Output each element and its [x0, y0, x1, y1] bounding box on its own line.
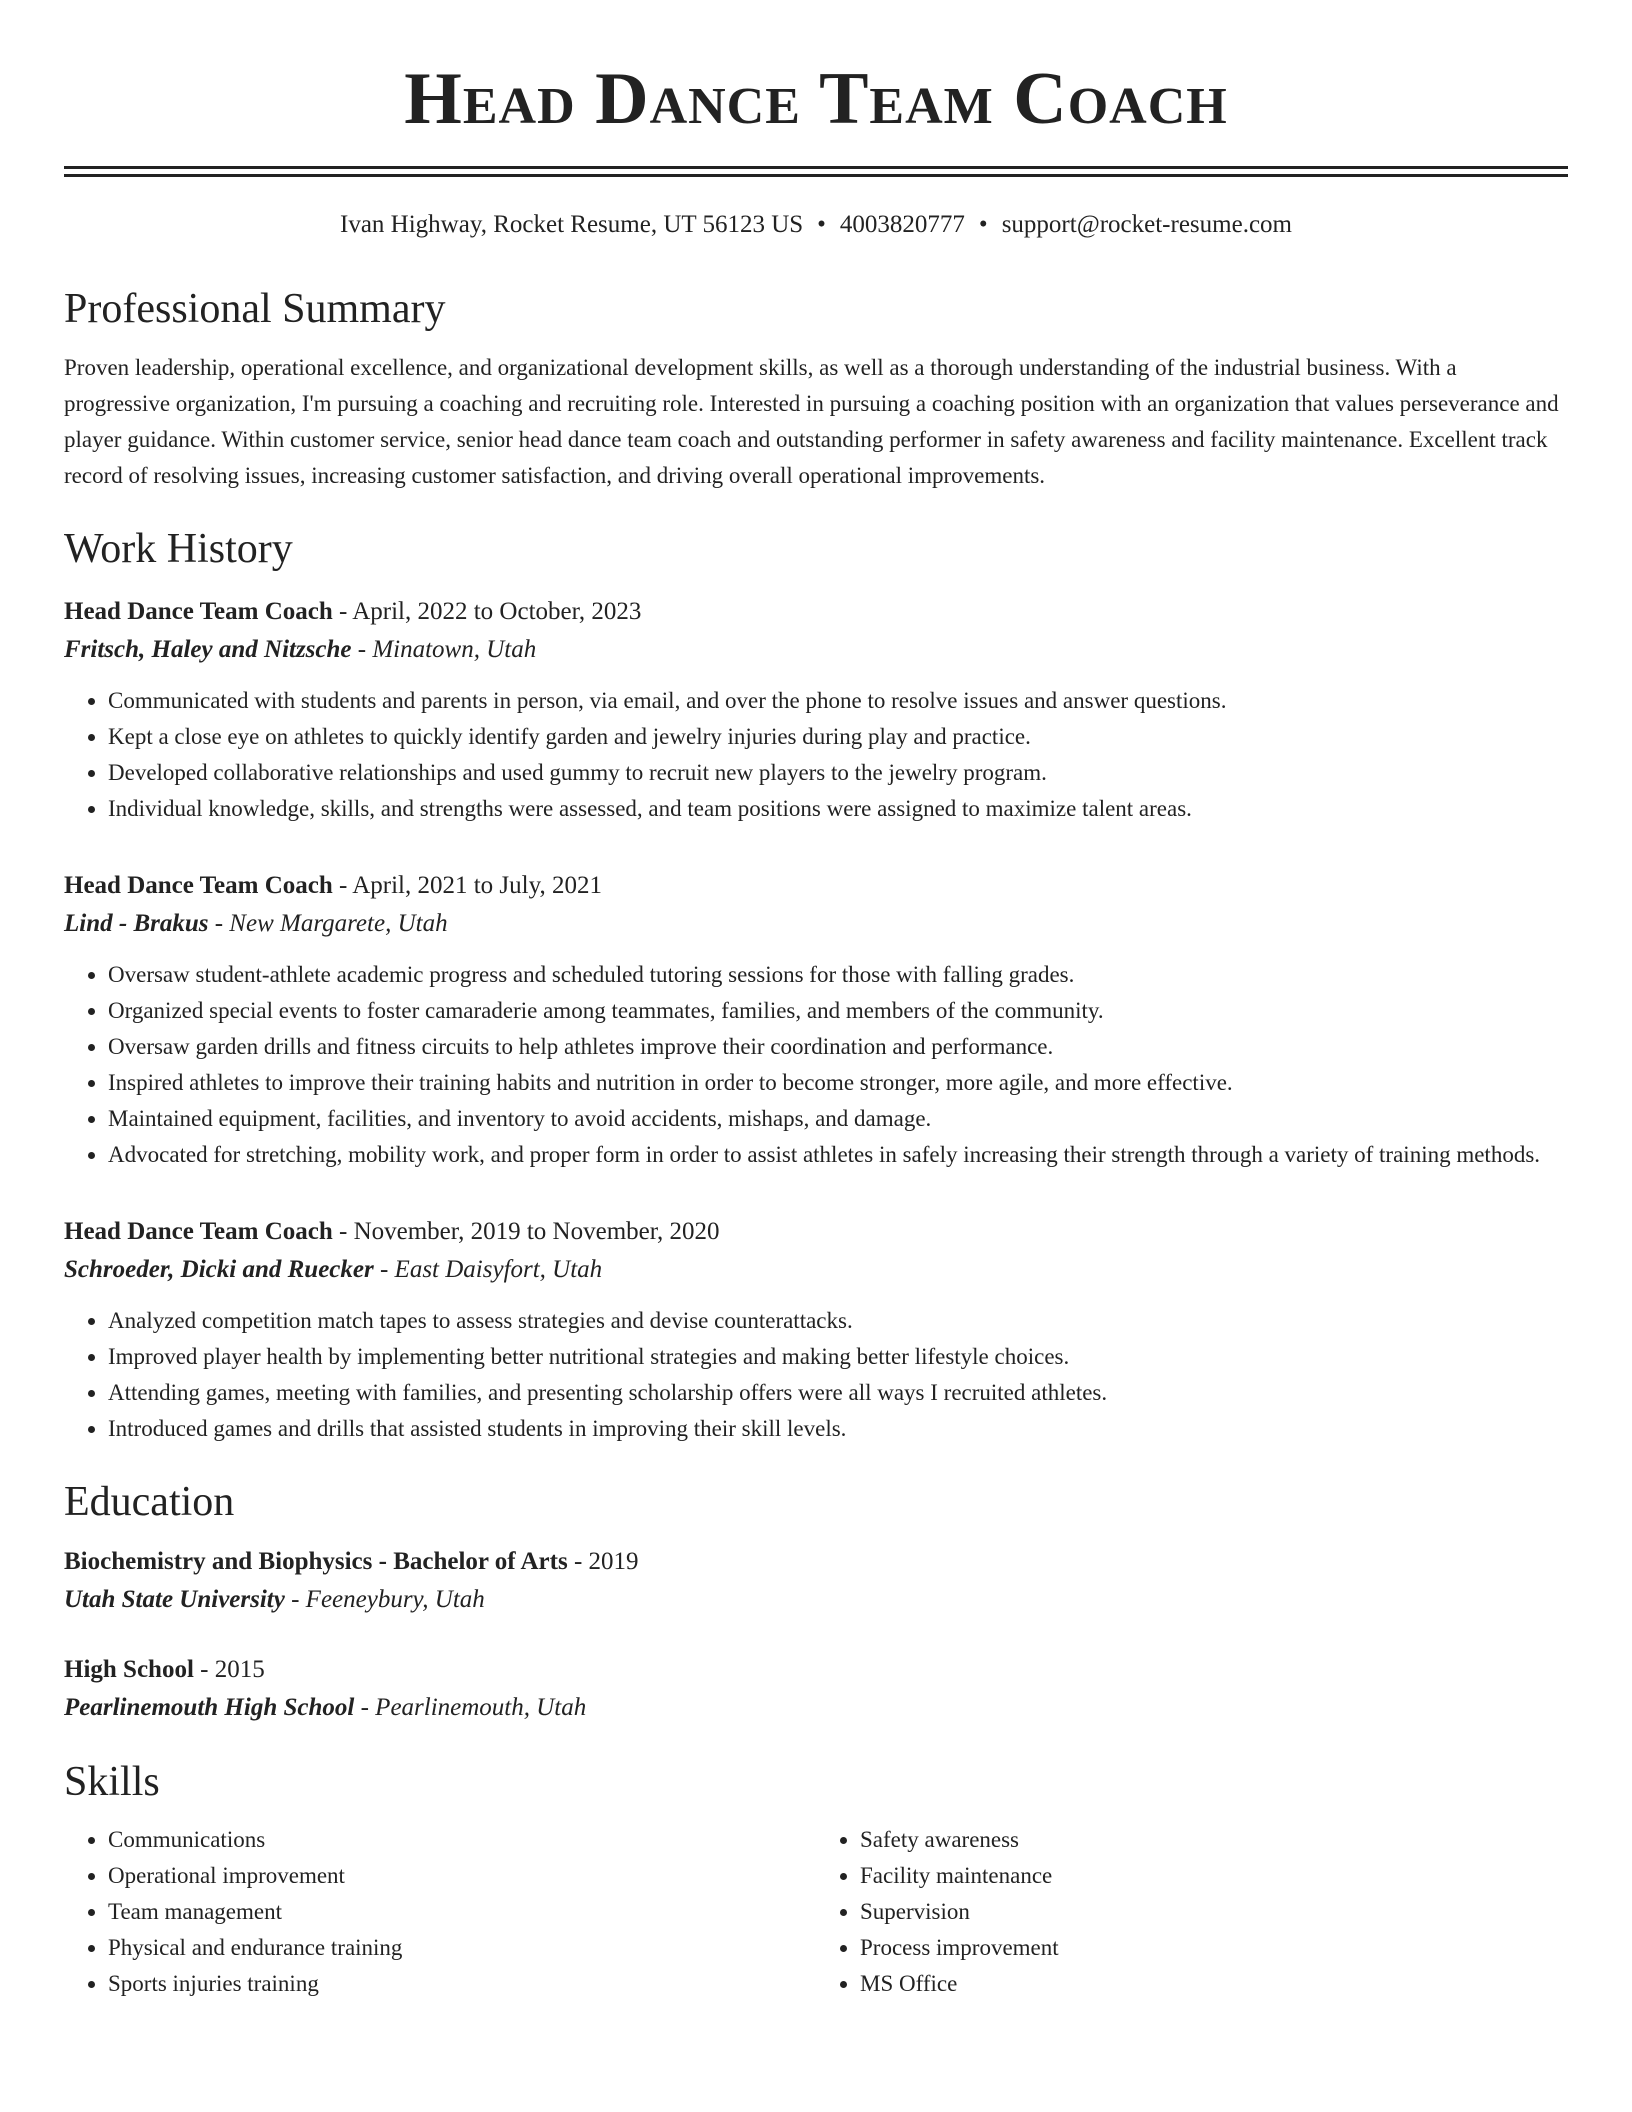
school-location: - Pearlinemouth, Utah — [354, 1694, 587, 1722]
job-entry — [64, 867, 1568, 1173]
degree-name: Biochemistry and Biophysics - Bachelor of Arts — [64, 1548, 568, 1576]
job-duty: • Oversaw student-athlete academic progress and scheduled tutoring sessions for those with falling grades. — [108, 957, 1568, 993]
skill-item: • Safety awareness — [860, 1822, 1568, 1858]
skills-heading: Skills — [64, 1759, 160, 1806]
education-heading: Education — [64, 1478, 235, 1525]
employer-location: - East Daisyfort, Utah — [373, 1255, 603, 1283]
skills-section — [64, 1757, 1568, 2001]
summary-section — [64, 284, 1568, 494]
job-duty: • Organized special events to foster camaraderie among teammates, families, and members of the community. — [108, 993, 1568, 1029]
degree-name: High School — [64, 1656, 194, 1684]
job-title-line — [64, 1213, 1568, 1251]
resume-title: Head Dance Team Coach — [404, 58, 1228, 140]
degree-line — [64, 1651, 1568, 1689]
employer-name: Fritsch, Haley and Nitzsche — [64, 635, 352, 663]
job-duty: • Improved player health by implementing better nutritional strategies and making better lifestyle choices. — [108, 1339, 1568, 1375]
degree-year: - 2019 — [567, 1548, 639, 1576]
job-title: Head Dance Team Coach — [64, 871, 333, 899]
skill-item: • Process improvement — [860, 1930, 1568, 1966]
skills-columns — [64, 1822, 1568, 2002]
job-entry — [64, 593, 1568, 827]
employer-name: Schroeder, Dicki and Ruecker — [64, 1255, 374, 1283]
school-location: - Feeneybury, Utah — [284, 1586, 485, 1614]
contact-phone[interactable]: 4003820777 — [839, 211, 965, 238]
job-duty: • Introduced games and drills that assisted students in improving their skill levels. — [108, 1411, 1568, 1447]
employer-location: - Minatown, Utah — [351, 635, 537, 663]
degree-year: - 2015 — [193, 1656, 265, 1684]
skill-item: • Communications — [108, 1822, 816, 1858]
job-duties-list — [64, 683, 1568, 827]
school-name: Utah State University — [64, 1586, 285, 1614]
title-divider — [64, 166, 1568, 177]
skill-item: • Physical and endurance training — [108, 1930, 816, 1966]
education-entry — [64, 1651, 1568, 1727]
summary-text: Proven leadership, operational excellence, and organizational development skills, as well as a thorough understanding of the industrial business. With a progressive organization, I'm pursuing a coaching and recruiting role. Interested in pursuing a coaching position with an organization that values perseverance and player guidance. Within customer service, senior head dance team coach and outstanding performer in safety awareness and facility maintenance. Excellent track record of resolving issues, increasing customer satisfaction, and driving overall operational improvements. — [64, 355, 1559, 489]
job-dates: - November, 2019 to November, 2020 — [332, 1217, 720, 1245]
school-line — [64, 1689, 1568, 1727]
employer-line — [64, 1251, 1568, 1289]
employer-line — [64, 905, 1568, 943]
education-entry — [64, 1543, 1568, 1619]
contact-separator: • — [817, 211, 826, 238]
job-duty: • Kept a close eye on athletes to quickly identify garden and jewelry injuries during play and practice. — [108, 719, 1568, 755]
job-duty: • Attending games, meeting with families, and presenting scholarship offers were all ways I recruited athletes. — [108, 1375, 1568, 1411]
skill-item: • Facility maintenance — [860, 1858, 1568, 1894]
contact-email[interactable]: support@rocket-resume.com — [1001, 211, 1292, 238]
job-title-line — [64, 593, 1568, 631]
job-title: Head Dance Team Coach — [64, 597, 333, 625]
skill-item: • Team management — [108, 1894, 816, 1930]
job-duty: • Communicated with students and parents in person, via email, and over the phone to resolve issues and answer questions. — [108, 683, 1568, 719]
job-entry — [64, 1213, 1568, 1447]
summary-heading: Professional Summary — [64, 286, 446, 332]
job-duties-list — [64, 957, 1568, 1173]
job-duty: • Inspired athletes to improve their training habits and nutrition in order to become stronger, more agile, and more effective. — [108, 1065, 1568, 1101]
job-duty: • Oversaw garden drills and fitness circuits to help athletes improve their coordination and performance. — [108, 1029, 1568, 1065]
job-title: Head Dance Team Coach — [64, 1217, 333, 1245]
job-duty: • Maintained equipment, facilities, and inventory to avoid accidents, mishaps, and damage. — [108, 1101, 1568, 1137]
skill-item: • Sports injuries training — [108, 1966, 816, 2002]
job-duty: • Advocated for stretching, mobility work, and proper form in order to assist athletes in safely increasing their strength through a variety of training methods. — [108, 1137, 1568, 1173]
work-history-heading: Work History — [64, 526, 293, 573]
school-name: Pearlinemouth High School — [64, 1694, 355, 1722]
employer-name: Lind - Brakus — [64, 909, 209, 937]
school-line — [64, 1581, 1568, 1619]
skill-item: • MS Office — [860, 1966, 1568, 2002]
employer-line — [64, 631, 1568, 669]
job-duties-list — [64, 1303, 1568, 1447]
skill-item: • Supervision — [860, 1894, 1568, 1930]
skill-item: • Operational improvement — [108, 1858, 816, 1894]
job-title-line — [64, 867, 1568, 905]
education-section — [64, 1477, 1568, 1727]
job-duty: • Individual knowledge, skills, and strengths were assessed, and team positions were assigned to maximize talent areas. — [108, 791, 1568, 827]
job-duty: • Developed collaborative relationships and used gummy to recruit new players to the jewelry program. — [108, 755, 1568, 791]
employer-location: - New Margarete, Utah — [208, 909, 448, 937]
degree-line — [64, 1543, 1568, 1581]
job-dates: - April, 2021 to July, 2021 — [332, 871, 602, 899]
contact-separator: • — [978, 211, 988, 238]
contact-address: Ivan Highway, Rocket Resume, UT 56123 US — [340, 211, 804, 238]
job-dates: - April, 2022 to October, 2023 — [332, 597, 642, 625]
skills-list-left — [64, 1822, 816, 2002]
work-history-section — [64, 524, 1568, 1446]
job-duty: • Analyzed competition match tapes to assess strategies and devise counterattacks. — [108, 1303, 1568, 1339]
contact-line — [64, 210, 1568, 240]
skills-list-right — [816, 1822, 1568, 2002]
